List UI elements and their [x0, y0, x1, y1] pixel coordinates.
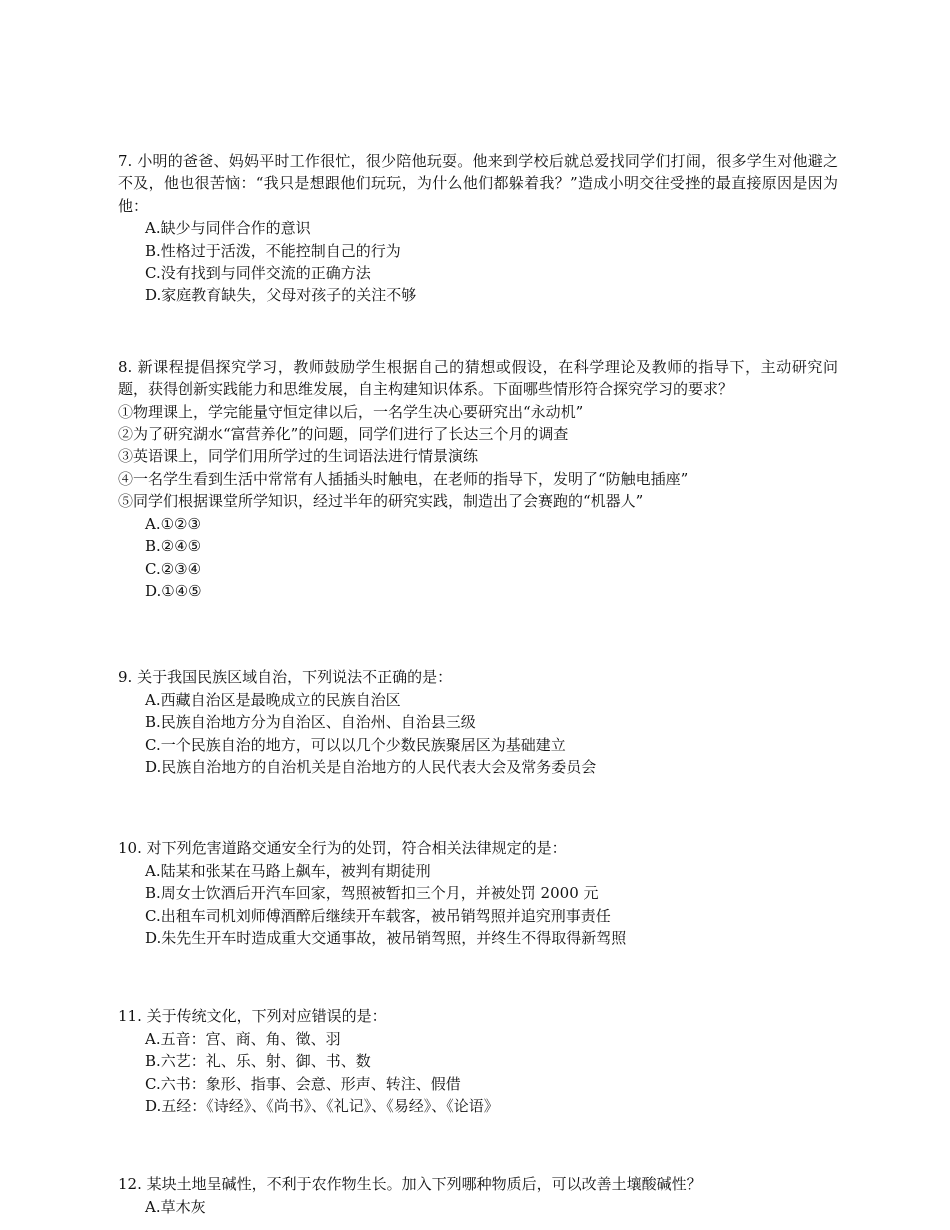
question-7: [118, 150, 838, 307]
option-c: C.没有找到与同伴交流的正确方法: [145, 264, 371, 283]
option-a: A.五音：宫、商、角、徵、羽: [145, 1029, 341, 1048]
question-8: [118, 356, 838, 602]
option-b: B.②④⑤: [145, 537, 202, 556]
option-a: A.①②③: [145, 514, 201, 533]
statement-4: ④一名学生看到生活中常常有人插插头时触电，在老师的指导下，发明了“防触电插座”: [118, 469, 689, 488]
option-d: D.五经：《诗经》、《尚书》、《礼记》、《易经》、《论语》: [145, 1097, 499, 1115]
statement-1: ①物理课上，学完能量守恒定律以后，一名学生决心要研究出“永动机”: [118, 402, 584, 421]
question-stem: 8. 新课程提倡探究学习，教师鼓励学生根据自己的猜想或假设，在科学理论及教师的指导下，主动研究问题，获得创新实践能力和思维发展，自主构建知识体系。下面哪些情形符合探究学习的要求？: [118, 357, 838, 399]
option-c: C.一个民族自治的地方，可以以几个少数民族聚居区为基础建立: [145, 735, 566, 754]
option-a: A.西藏自治区是最晚成立的民族自治区: [145, 690, 401, 709]
question-10: [118, 837, 838, 949]
option-d: D.家庭教育缺失，父母对孩子的关注不够: [145, 286, 417, 305]
statement-2: ②为了研究湖水“富营养化”的问题，同学们进行了长达三个月的调查: [118, 425, 569, 444]
option-c: C.出租车司机刘师傅酒醉后继续开车载客，被吊销驾照并追究刑事责任: [145, 906, 611, 925]
question-12: [118, 1173, 838, 1218]
option-c: C.②③④: [145, 559, 202, 578]
statement-3: ③英语课上，同学们用所学过的生词语法进行情景演练: [118, 447, 479, 466]
option-a: A.陆某和张某在马路上飙车，被判有期徒刑: [145, 861, 431, 880]
option-a: A.草木灰: [145, 1197, 206, 1216]
option-b: B.性格过于活泼，不能控制自己的行为: [145, 241, 401, 260]
option-d: D.朱先生开车时造成重大交通事故，被吊销驾照，并终生不得取得新驾照: [145, 928, 627, 947]
question-stem: 10. 对下列危害道路交通安全行为的处罚，符合相关法律规定的是：: [118, 839, 567, 858]
option-b: B.民族自治地方分为自治区、自治州、自治县三级: [145, 713, 476, 732]
question-11: [118, 1005, 838, 1117]
question-stem: 12. 某块土地呈碱性，不利于农作物生长。加入下列哪种物质后，可以改善土壤酸碱性？: [118, 1175, 702, 1194]
exam-page: [118, 150, 838, 1218]
option-d: D.民族自治地方的自治机关是自治地方的人民代表大会及常务委员会: [145, 757, 597, 776]
question-9: [118, 666, 838, 778]
option-b: B.周女士饮酒后开汽车回家，驾照被暂扣三个月，并被处罚 2000 元: [145, 884, 599, 903]
question-stem: 11. 关于传统文化，下列对应错误的是：: [118, 1007, 387, 1026]
question-stem: 9. 关于我国民族区域自治，下列说法不正确的是：: [118, 668, 453, 687]
statement-5: ⑤同学们根据课堂所学知识，经过半年的研究实践，制造出了会赛跑的“机器人”: [118, 492, 644, 511]
option-a: A.缺少与同伴合作的意识: [145, 219, 311, 238]
option-d: D.①④⑤: [145, 581, 202, 600]
question-stem: 7. 小明的爸爸、妈妈平时工作很忙，很少陪他玩耍。他来到学校后就总爱找同学们打闹，很多学生对他避之不及，他也很苦恼：“我只是想跟他们玩玩，为什么他们都躲着我？”造成小明交往受挫的最直接原因是因为他：: [118, 152, 838, 215]
option-c: C.六书：象形、指事、会意、形声、转注、假借: [145, 1074, 461, 1093]
option-b: B.六艺：礼、乐、射、御、书、数: [145, 1052, 371, 1071]
